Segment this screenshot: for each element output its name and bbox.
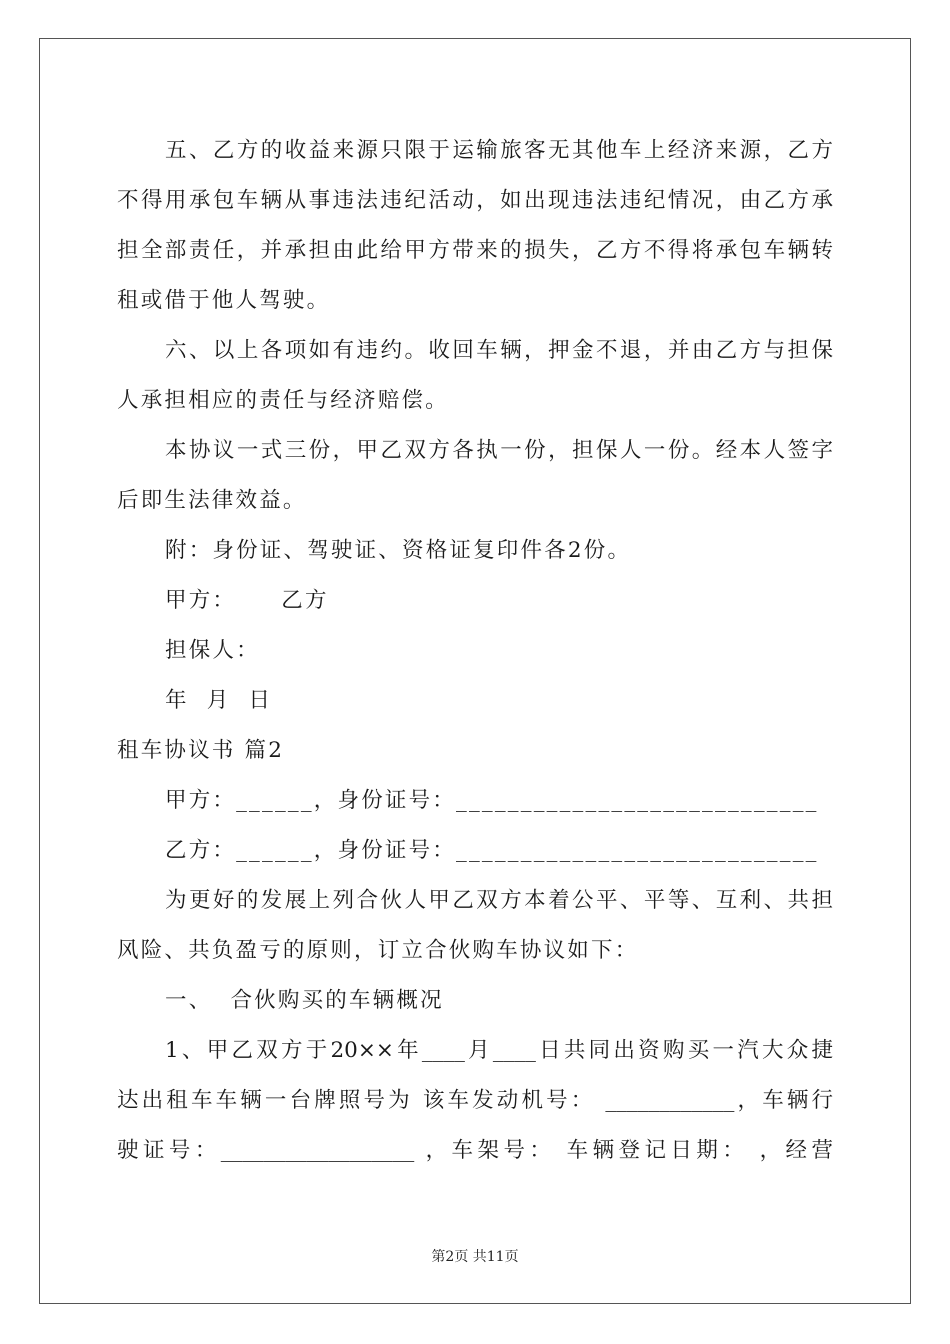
text-line: 六、以上各项如有违约。收回车辆，押金不退，并由乙方与担保 (165, 338, 833, 363)
text-line: 1、甲乙双方于20××年____月____日共同出资购买一汽大众捷 (165, 1038, 833, 1063)
signature-line-parties: 甲方： 乙方 (165, 588, 329, 613)
text-line: 人承担相应的责任与经济赔偿。 (117, 388, 449, 413)
document-body (117, 126, 833, 1176)
text-line: 为更好的发展上列合伙人甲乙双方本着公平、平等、互利、共担 (165, 888, 833, 913)
section-heading: 租车协议书 篇2 (117, 738, 285, 763)
text-line: 驶证号：__________________ ，车架号： 车辆登记日期： ，经营 (117, 1138, 833, 1163)
party-b-field: 乙方：______，身份证号：____________________________ (165, 838, 819, 863)
text-line: 达出租车车辆一台牌照号为 该车发动机号： ____________，车辆行 (117, 1088, 833, 1113)
text-line: 不得用承包车辆从事违法违纪活动，如出现违法违纪情况，由乙方承 (117, 188, 833, 213)
text-line: 风险、共负盈亏的原则，订立合伙购车协议如下： (117, 938, 639, 963)
text-line: 附：身份证、驾驶证、资格证复印件各2份。 (165, 538, 632, 563)
date-line: 年 月 日 (165, 688, 273, 713)
party-a-field: 甲方：______，身份证号：____________________________ (165, 788, 819, 813)
clause-heading: 一、 合伙购买的车辆概况 (165, 988, 444, 1013)
signature-line-guarantor: 担保人： (165, 638, 260, 663)
text-line: 五、乙方的收益来源只限于运输旅客无其他车上经济来源，乙方 (165, 138, 833, 163)
text-line: 后即生法律效益。 (117, 488, 307, 513)
page-number: 第2页 共11页 (431, 1249, 519, 1265)
text-line: 本协议一式三份，甲乙双方各执一份，担保人一份。经本人签字 (165, 438, 833, 463)
text-line: 租或借于他人驾驶。 (117, 288, 331, 313)
text-line: 担全部责任，并承担由此给甲方带来的损失，乙方不得将承包车辆转 (117, 238, 833, 263)
